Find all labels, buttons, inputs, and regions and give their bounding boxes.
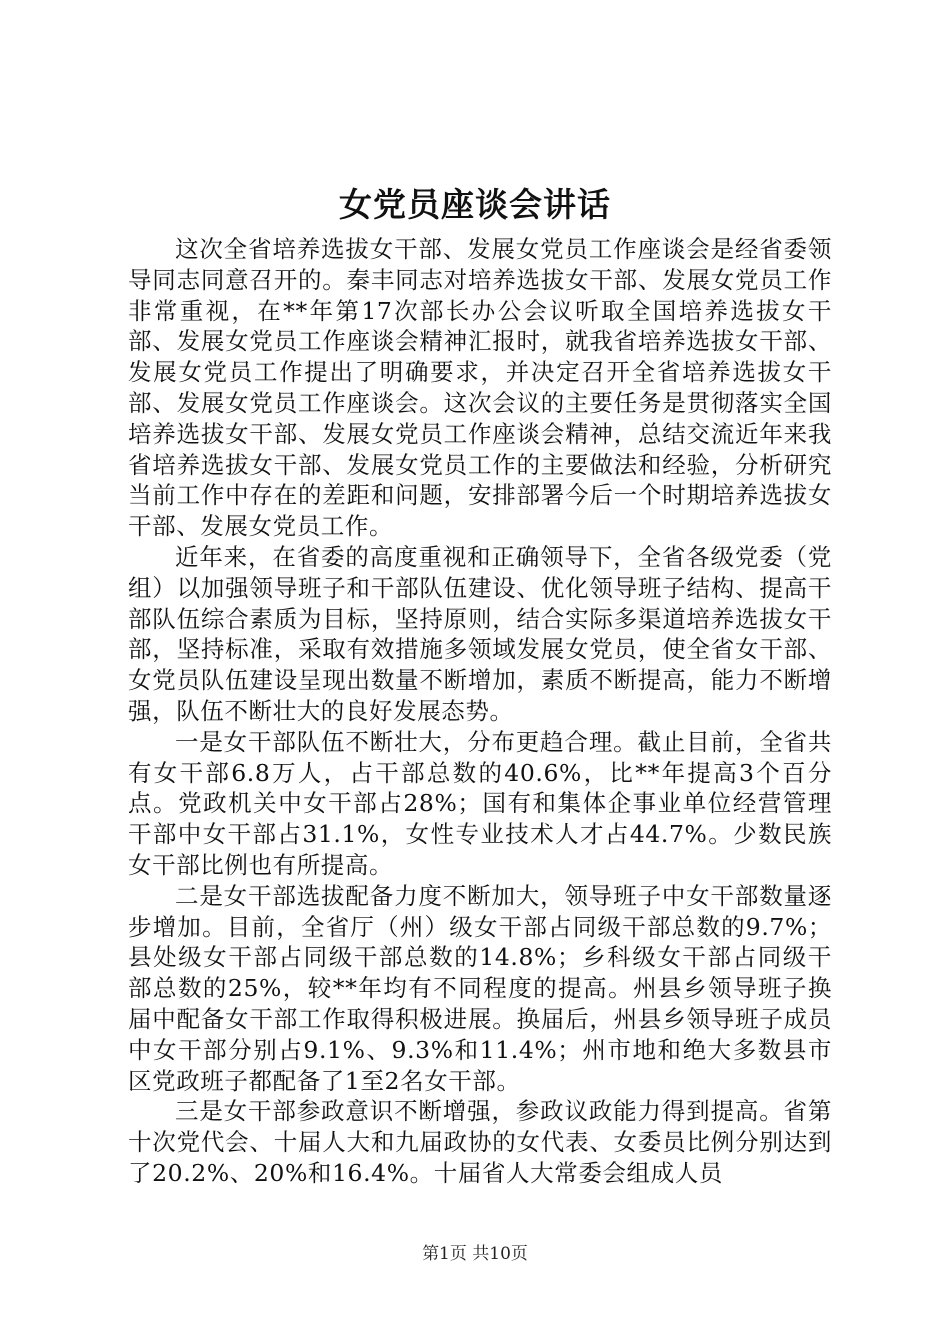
paragraph: 一是女干部队伍不断壮大，分布更趋合理。截止目前，全省共有女干部6.8万人，占干部总数的40.6%，比**年提高3个百分点。党政机关中女干部占28%；国有和集体企事业单位经营管理干部中女干部占31.1%，女性专业技术人才占44.7%。少数民族女干部比例也有所提高。 [128, 727, 832, 879]
paragraph: 这次全省培养选拔女干部、发展女党员工作座谈会是经省委领导同志同意召开的。秦丰同志对培养选拔女干部、发展女党员工作非常重视，在**年第17次部长办公会议听取全国培养选拔女干部、发展女党员工作座谈会精神汇报时，就我省培养选拔女干部、发展女党员工作提出了明确要求，并决定召开全省培养选拔女干部、发展女党员工作座谈会。这次会议的主要任务是贯彻落实全国培养选拔女干部、发展女党员工作座谈会精神，总结交流近年来我省培养选拔女干部、发展女党员工作的主要做法和经验，分析研究当前工作中存在的差距和问题，安排部署今后一个时期培养选拔女干部、发展女党员工作。 [128, 235, 832, 541]
paragraph: 二是女干部选拔配备力度不断加大，领导班子中女干部数量逐步增加。目前，全省厅（州）级女干部占同级干部总数的9.7%；县处级女干部占同级干部总数的14.8%；乡科级女干部占同级干部总数的25%，较**年均有不同程度的提高。州县乡领导班子换届中配备女干部工作取得积极进展。换届后，州县乡领导班子成员中女干部分别占9.1%、9.3%和11.4%；州市地和绝大多数县市区党政班子都配备了1至2名女干部。 [128, 881, 832, 1095]
paragraph: 近年来，在省委的高度重视和正确领导下，全省各级党委（党组）以加强领导班子和干部队伍建设、优化领导班子结构、提高干部队伍综合素质为目标，坚持原则，结合实际多渠道培养选拔女干部，坚持标准，采取有效措施多领域发展女党员，使全省女干部、女党员队伍建设呈现出数量不断增加，素质不断提高，能力不断增强，队伍不断壮大的良好发展态势。 [128, 542, 832, 725]
document-title: 女党员座谈会讲话 [339, 185, 611, 224]
page-footer: 第1页 共10页 [422, 1244, 528, 1264]
paragraph: 三是女干部参政意识不断增强，参政议政能力得到提高。省第十次党代会、十届人大和九届政协的女代表、女委员比例分别达到了20.2%、20%和16.4%。十届省人大常委会组成人员 [128, 1097, 832, 1187]
document-body [128, 234, 832, 1189]
